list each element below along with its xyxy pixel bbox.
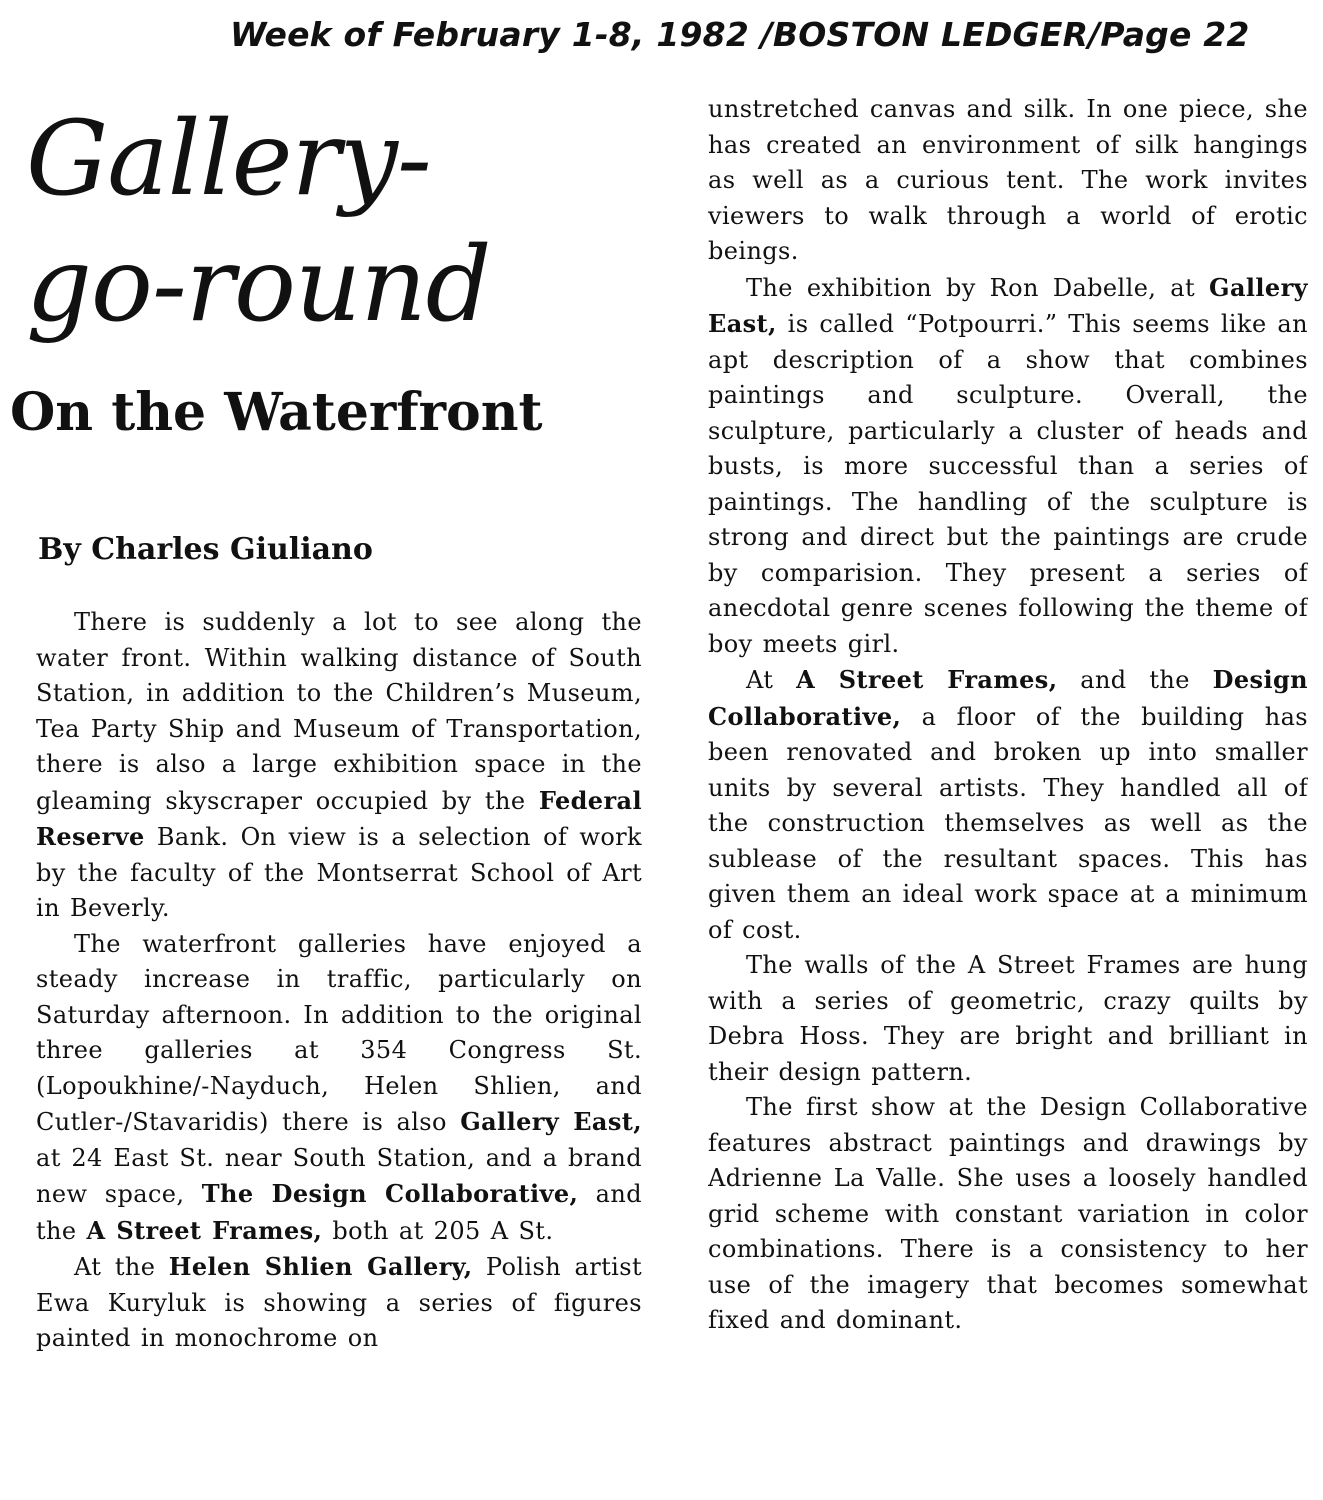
paragraph: The first show at the Design Collaborative features abstract paintings and drawings by Adrienne La Valle. She uses a loosely handled grid scheme with constant variation in color combinations. There is a consistency to her use of the imagery that becomes somewhat fixed and dominant. xyxy=(708,1093,1308,1334)
headline xyxy=(26,96,666,348)
text-run: at 24 East St. near South Station, and a brand new space, xyxy=(36,1143,642,1208)
paragraph xyxy=(36,1249,642,1357)
venue-name: A Street Frames, xyxy=(86,1215,323,1245)
text-run: The waterfront galleries have enjoyed a steady increase in traffic, particularly on Saturday afternoon. In addition to the original three galleries at 354 Congress St. (Lopoukhine/-Nayduch, Helen Shlien, and Cutler-/Stavaridis) there is also xyxy=(36,929,642,1136)
text-run: At the xyxy=(74,1253,169,1281)
headline-line-2: go-round xyxy=(26,225,491,345)
text-run: Polish artist Ewa Kuryluk is showing a series of figures painted in monochrome on xyxy=(36,1253,642,1352)
article-column-right xyxy=(708,92,1308,1500)
paragraph xyxy=(36,605,642,927)
venue-name: Gallery East, xyxy=(460,1107,642,1136)
text-run: There is suddenly a lot to see along the water front. Within walking distance of South Station, in addition to the Children’s Museum, Tea Party Ship and Museum of Transportation, there is also a large exhibition space in the gleaming skyscraper occupied by the xyxy=(36,608,642,815)
venue-name: Federal Reserve xyxy=(36,785,642,851)
venue-name: Design Collaborative, xyxy=(708,665,1308,731)
headline-line-1: Gallery- xyxy=(26,99,431,219)
article-column-left xyxy=(36,605,642,1500)
text-run: a floor of the building has been renovated and broken up into smaller units by several artists. They handled all of the construction themselves as well as the sublease of the resultant spaces. This has given them an ideal work space at a minimum of cost. xyxy=(708,702,1308,944)
paragraph xyxy=(36,927,642,1250)
masthead: Week of February 1-8, 1982 /BOSTON LEDGER/Page 22 xyxy=(230,15,1250,54)
text-run: At xyxy=(746,666,797,694)
venue-name: A Street Frames, xyxy=(796,665,1058,694)
paragraph xyxy=(708,662,1308,948)
text-run: both at 205 A St. xyxy=(322,1216,554,1245)
paragraph xyxy=(708,270,1308,663)
text-run: Bank. On view is a selection of work by the faculty of the Montserrat School of Art in Beverly. xyxy=(36,823,642,922)
venue-name: The Design Collaborative, xyxy=(201,1179,579,1208)
venue-name: Gallery East, xyxy=(708,272,1308,338)
text-run: is called “Potpourri.” This seems like an apt description of a show that combines paintings and sculpture. Overall, the sculpture, particularly a cluster of heads and busts, is more successful than a series of paintings. The handling of the sculpture is strong and direct but the paintings are crude by comparision. They present a series of anecdotal genre scenes following the theme of boy meets girl. xyxy=(708,310,1308,658)
paragraph: unstretched canvas and silk. In one piece, she has created an environment of silk hangings as well as a curious tent. The work invites viewers to walk through a world of erotic beings. xyxy=(708,95,1308,265)
subheadline: On the Waterfront xyxy=(10,382,543,443)
venue-name: Helen Shlien Gallery, xyxy=(168,1252,473,1281)
paragraph: The walls of the A Street Frames are hung with a series of geometric, crazy quilts by Debra Hoss. They are bright and brilliant in their design pattern. xyxy=(708,951,1308,1086)
text-run: and the xyxy=(1057,666,1213,694)
text-run: and the xyxy=(36,1180,642,1245)
byline: By Charles Giuliano xyxy=(38,532,373,567)
text-run: The exhibition by Ron Dabelle, at xyxy=(746,273,1210,302)
